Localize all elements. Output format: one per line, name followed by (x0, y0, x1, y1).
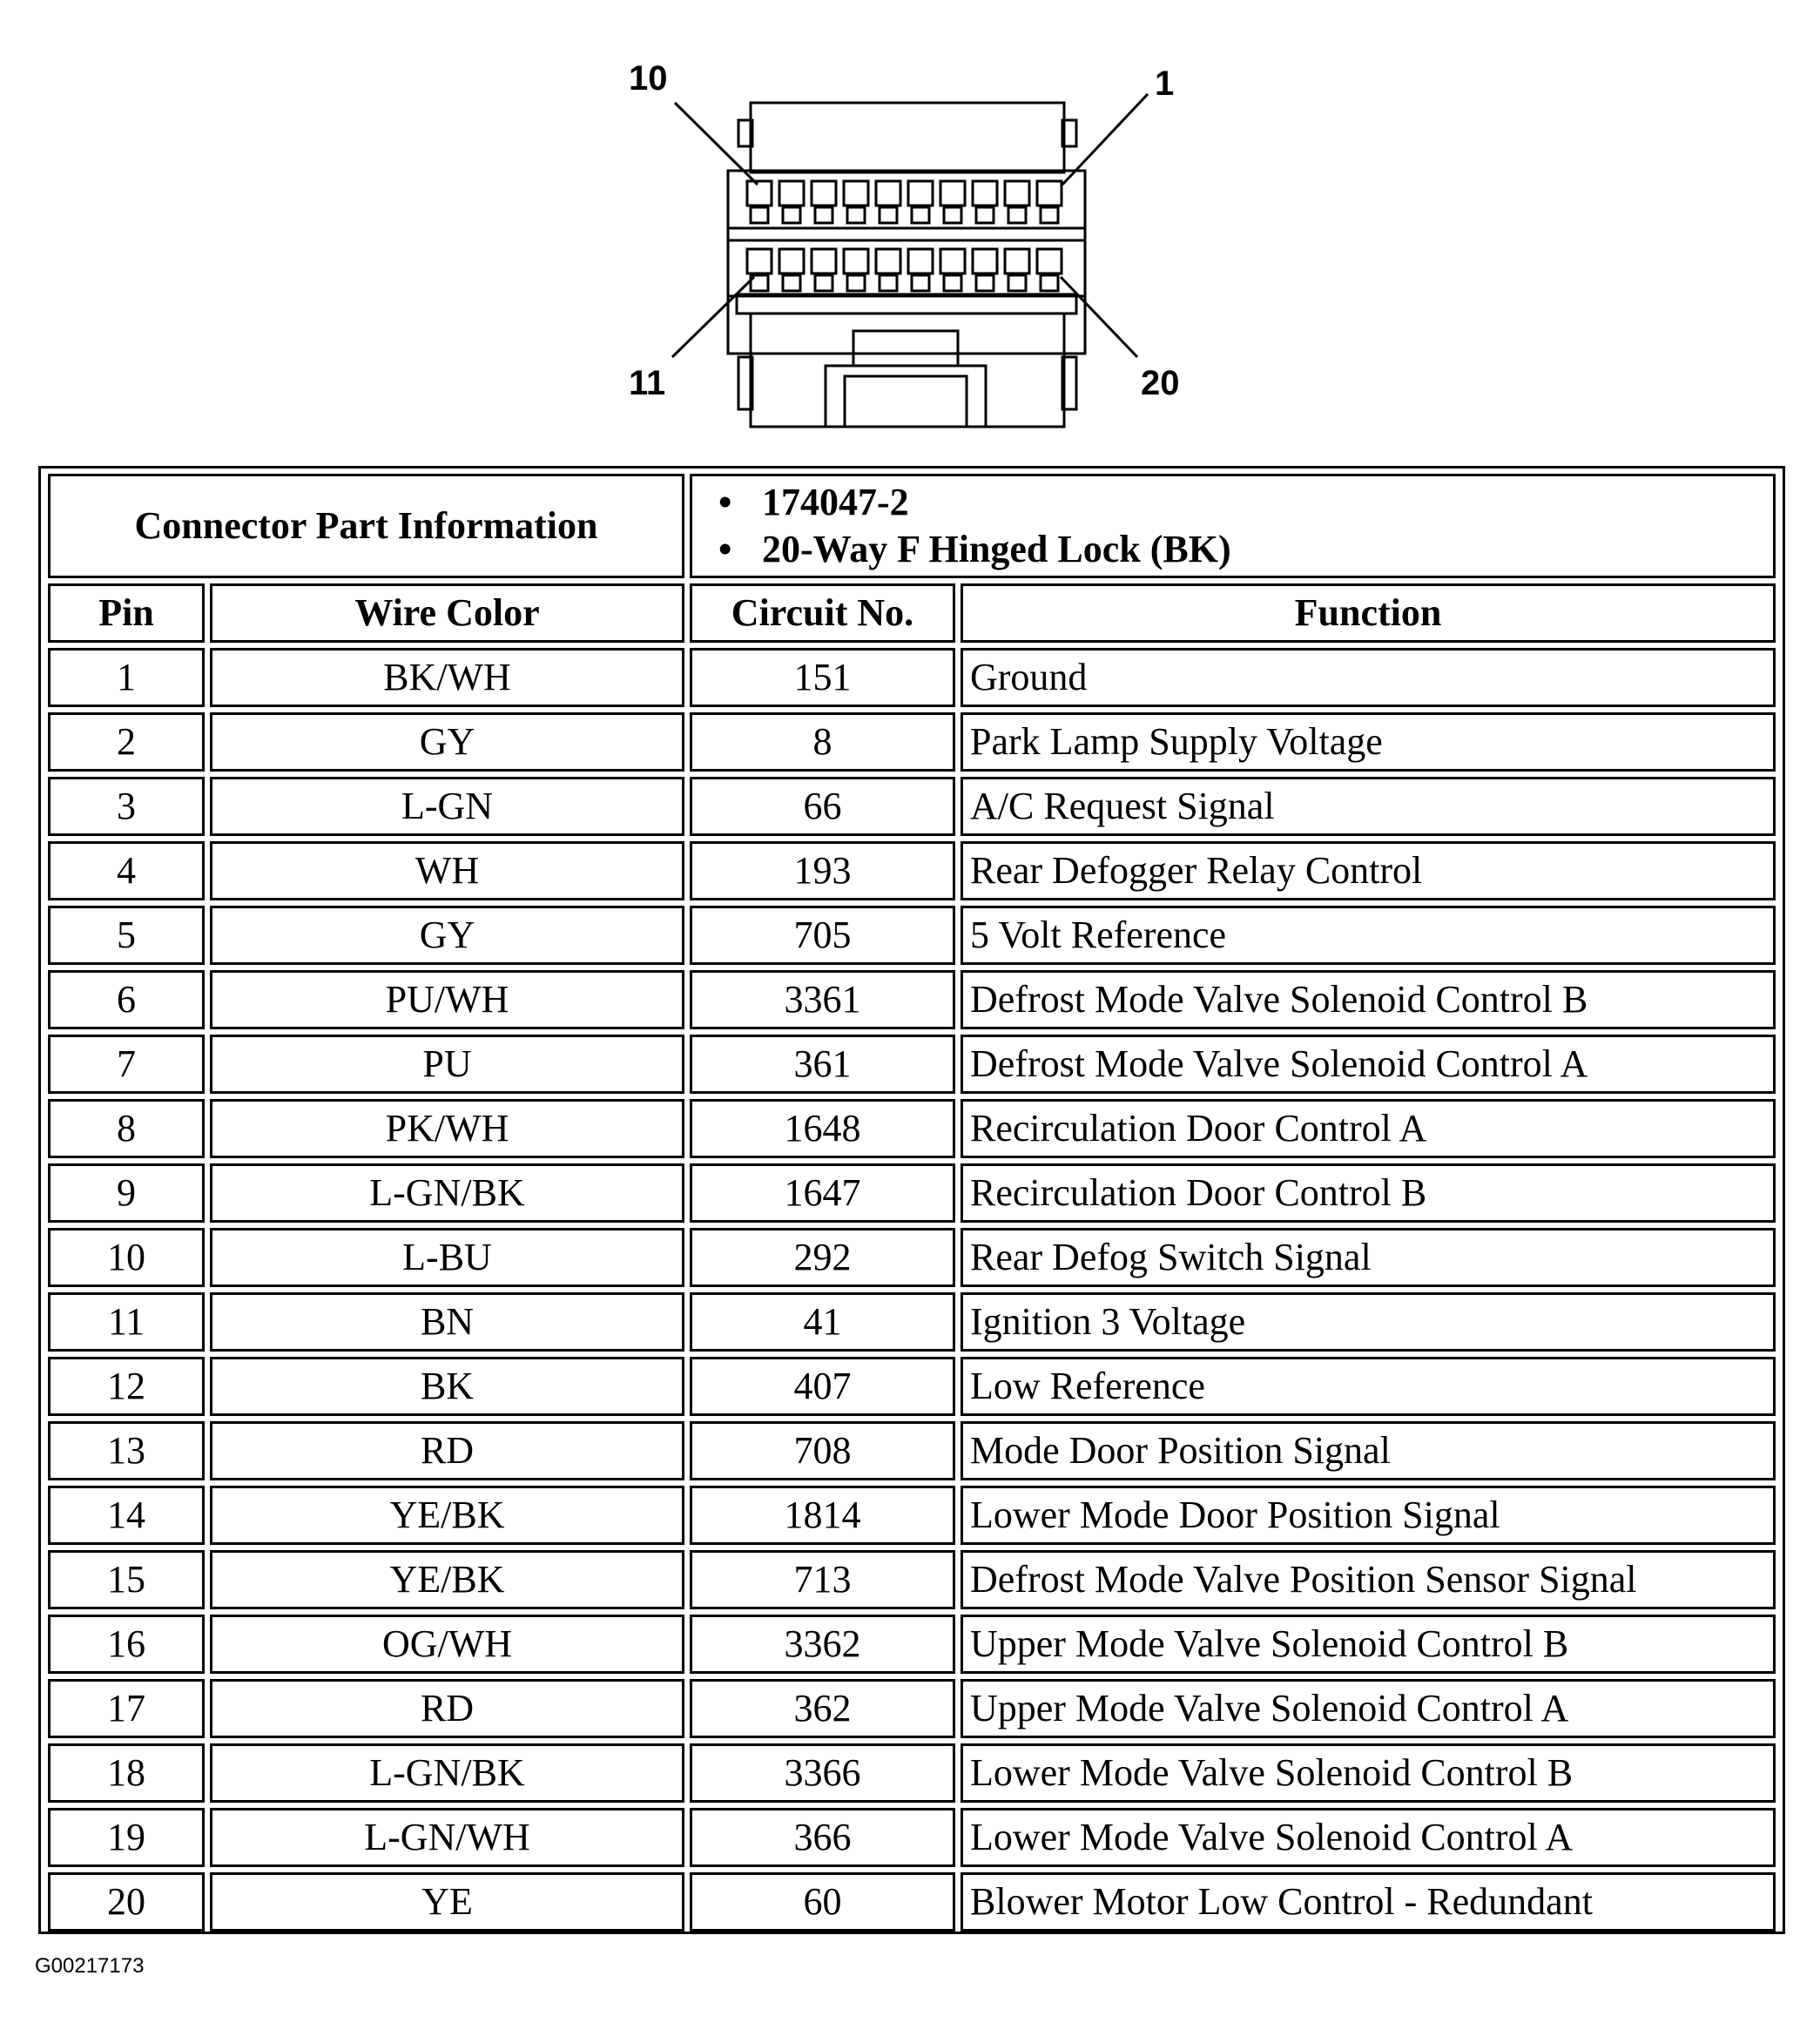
pin-cavity (908, 181, 933, 206)
pin-terminal (880, 207, 897, 223)
cell-pin: 19 (48, 1808, 205, 1867)
pin-label-1: 1 (1155, 64, 1175, 103)
pin-cavity (940, 181, 965, 206)
cell-circuit: 41 (690, 1292, 955, 1352)
connector-latch-top (751, 103, 1064, 172)
cell-function: Low Reference (961, 1357, 1776, 1416)
cell-circuit: 3366 (690, 1743, 955, 1803)
pin-cavity (1005, 181, 1029, 206)
table-row (48, 906, 1776, 965)
pin-terminal (1008, 275, 1026, 291)
table-row (48, 1228, 1776, 1287)
pin-terminal (815, 275, 832, 291)
cell-function: Ignition 3 Voltage (961, 1292, 1776, 1352)
table-row (48, 1163, 1776, 1223)
table-row (48, 1099, 1776, 1158)
cell-function: Defrost Mode Valve Solenoid Control B (961, 970, 1776, 1029)
connector-part-number: • 174047-2 (762, 479, 1766, 526)
pin-cavity (1037, 181, 1062, 206)
pin-cavity (973, 249, 997, 273)
cell-circuit: 366 (690, 1808, 955, 1867)
table-row (48, 841, 1776, 900)
pin-table-frame (38, 466, 1785, 1934)
cell-wire-color: L-GN/WH (210, 1808, 684, 1867)
cell-wire-color: GY (210, 712, 684, 772)
pin-terminal (1008, 207, 1026, 223)
pin-terminal (944, 207, 961, 223)
leader-line-11 (672, 277, 754, 357)
cell-circuit: 705 (690, 906, 955, 965)
cell-function: Mode Door Position Signal (961, 1421, 1776, 1480)
cell-pin: 5 (48, 906, 205, 965)
pin-label-10: 10 (629, 59, 668, 98)
cell-pin: 17 (48, 1679, 205, 1738)
pin-terminal (976, 207, 994, 223)
cell-function: Recirculation Door Control A (961, 1099, 1776, 1158)
table-row (48, 1421, 1776, 1480)
pin-label-11: 11 (629, 364, 666, 402)
leader-line-20 (1061, 277, 1137, 357)
connector-type: • 20-Way F Hinged Lock (BK) (762, 526, 1766, 573)
pin-terminal (912, 207, 929, 223)
pin-terminal (880, 275, 897, 291)
pin-cavity (812, 181, 836, 206)
pin-terminal (847, 207, 865, 223)
cell-wire-color: YE/BK (210, 1550, 684, 1609)
cell-pin: 13 (48, 1421, 205, 1480)
pin-terminal (912, 275, 929, 291)
pin-cavity (940, 249, 965, 273)
cell-wire-color: PK/WH (210, 1099, 684, 1158)
connector-info-list (690, 474, 1776, 578)
cell-circuit: 193 (690, 841, 955, 900)
cell-wire-color: BK/WH (210, 648, 684, 707)
pin-terminal (1041, 275, 1058, 291)
cell-function: Lower Mode Valve Solenoid Control B (961, 1743, 1776, 1803)
pin-terminal (944, 275, 961, 291)
table-row (48, 1550, 1776, 1609)
pin-cavity (779, 249, 804, 273)
cell-function: 5 Volt Reference (961, 906, 1776, 965)
cell-function: Upper Mode Valve Solenoid Control A (961, 1679, 1776, 1738)
cell-pin: 16 (48, 1615, 205, 1674)
table-row (48, 712, 1776, 772)
cell-pin: 10 (48, 1228, 205, 1287)
cell-wire-color: WH (210, 841, 684, 900)
cell-function: Recirculation Door Control B (961, 1163, 1776, 1223)
table-row (48, 1486, 1776, 1545)
table-row (48, 1292, 1776, 1352)
leader-line-10 (675, 103, 758, 185)
pin-cavity (1037, 249, 1062, 273)
cell-circuit: 3361 (690, 970, 955, 1029)
cell-wire-color: RD (210, 1421, 684, 1480)
cell-wire-color: RD (210, 1679, 684, 1738)
cell-circuit: 361 (690, 1035, 955, 1094)
cell-circuit: 708 (690, 1421, 955, 1480)
cell-pin: 7 (48, 1035, 205, 1094)
cell-pin: 8 (48, 1099, 205, 1158)
connector-body (728, 171, 1085, 354)
table-row (48, 1743, 1776, 1803)
cell-circuit: 66 (690, 777, 955, 836)
cell-pin: 20 (48, 1872, 205, 1932)
pin-terminal (783, 207, 800, 223)
pin-terminal (815, 207, 832, 223)
cell-circuit: 151 (690, 648, 955, 707)
figure-id: G00217173 (35, 1954, 145, 1978)
table-row (48, 1872, 1776, 1932)
connector-info-row (48, 474, 1776, 578)
cell-function: Defrost Mode Valve Solenoid Control A (961, 1035, 1776, 1094)
pin-label-20: 20 (1141, 364, 1180, 402)
pin-cavity (1005, 249, 1029, 273)
pin-terminal (976, 275, 994, 291)
column-header-circuit: Circuit No. (690, 583, 955, 643)
cell-pin: 1 (48, 648, 205, 707)
table-row (48, 1615, 1776, 1674)
cell-circuit: 1814 (690, 1486, 955, 1545)
cell-pin: 15 (48, 1550, 205, 1609)
pin-cavity (908, 249, 933, 273)
pin-terminal (783, 275, 800, 291)
cell-wire-color: BK (210, 1357, 684, 1416)
cell-wire-color: YE/BK (210, 1486, 684, 1545)
cell-wire-color: L-GN (210, 777, 684, 836)
cell-wire-color: GY (210, 906, 684, 965)
cell-wire-color: L-GN/BK (210, 1743, 684, 1803)
cell-pin: 6 (48, 970, 205, 1029)
column-header-function: Function (961, 583, 1776, 643)
pin-cavity (747, 181, 772, 206)
table-row (48, 1357, 1776, 1416)
cell-wire-color: YE (210, 1872, 684, 1932)
table-row (48, 1808, 1776, 1867)
table-row (48, 777, 1776, 836)
cell-function: Defrost Mode Valve Position Sensor Signal (961, 1550, 1776, 1609)
cell-pin: 11 (48, 1292, 205, 1352)
cell-pin: 18 (48, 1743, 205, 1803)
cell-function: Rear Defog Switch Signal (961, 1228, 1776, 1287)
table-header-row (48, 583, 1776, 643)
cell-function: Rear Defogger Relay Control (961, 841, 1776, 900)
connector-info-heading: Connector Part Information (48, 474, 684, 578)
cell-wire-color: L-BU (210, 1228, 684, 1287)
cell-pin: 2 (48, 712, 205, 772)
cell-wire-color: BN (210, 1292, 684, 1352)
cell-function: A/C Request Signal (961, 777, 1776, 836)
pin-cavities (747, 181, 1062, 291)
connector-diagram (0, 0, 1820, 444)
pin-terminal (1041, 207, 1058, 223)
pin-terminal (847, 275, 865, 291)
cell-wire-color: PU (210, 1035, 684, 1094)
cell-function: Ground (961, 648, 1776, 707)
cell-pin: 3 (48, 777, 205, 836)
cell-pin: 4 (48, 841, 205, 900)
column-header-wire-color: Wire Color (210, 583, 684, 643)
cell-circuit: 8 (690, 712, 955, 772)
pin-cavity (779, 181, 804, 206)
pin-cavity (747, 249, 772, 273)
cell-circuit: 407 (690, 1357, 955, 1416)
cell-circuit: 60 (690, 1872, 955, 1932)
cell-wire-color: L-GN/BK (210, 1163, 684, 1223)
pin-terminal (751, 207, 768, 223)
cell-function: Upper Mode Valve Solenoid Control B (961, 1615, 1776, 1674)
pin-cavity (876, 181, 900, 206)
cell-circuit: 713 (690, 1550, 955, 1609)
cell-function: Blower Motor Low Control - Redundant (961, 1872, 1776, 1932)
cell-wire-color: OG/WH (210, 1615, 684, 1674)
pin-cavity (844, 181, 868, 206)
cell-function: Park Lamp Supply Voltage (961, 712, 1776, 772)
column-header-pin: Pin (48, 583, 205, 643)
cell-pin: 12 (48, 1357, 205, 1416)
pin-cavity (876, 249, 900, 273)
cell-circuit: 3362 (690, 1615, 955, 1674)
cell-function: Lower Mode Valve Solenoid Control A (961, 1808, 1776, 1867)
cell-circuit: 1648 (690, 1099, 955, 1158)
pin-cavity (973, 181, 997, 206)
table-row (48, 970, 1776, 1029)
table-row (48, 648, 1776, 707)
pin-cavity (812, 249, 836, 273)
cell-circuit: 1647 (690, 1163, 955, 1223)
cell-function: Lower Mode Door Position Signal (961, 1486, 1776, 1545)
cell-circuit: 362 (690, 1679, 955, 1738)
cell-circuit: 292 (690, 1228, 955, 1287)
pin-table (43, 469, 1781, 1937)
cell-pin: 9 (48, 1163, 205, 1223)
cell-pin: 14 (48, 1486, 205, 1545)
cell-wire-color: PU/WH (210, 970, 684, 1029)
table-row (48, 1035, 1776, 1094)
pin-cavity (844, 249, 868, 273)
table-row (48, 1679, 1776, 1738)
